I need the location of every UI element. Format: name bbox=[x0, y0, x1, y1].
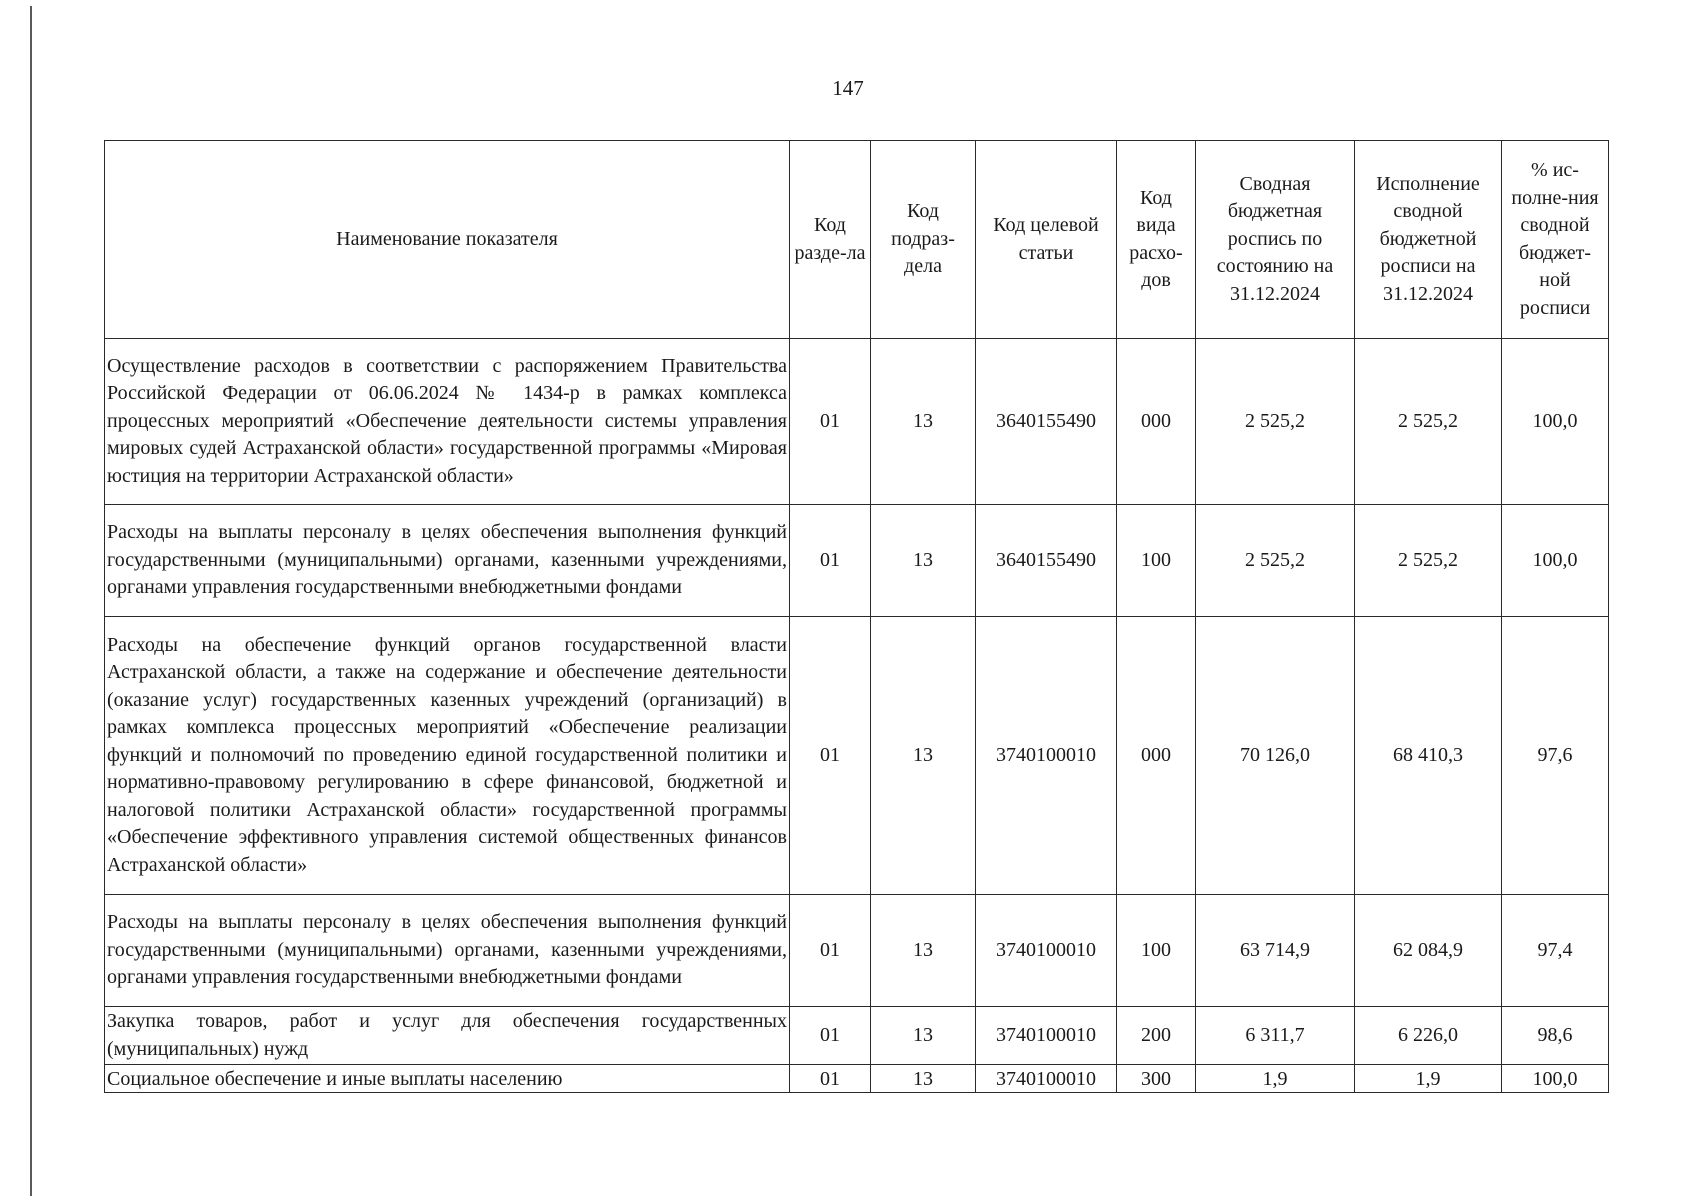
header-execution-percent: % ис-полне-ния сводной бюджет-ной росписи bbox=[1502, 141, 1609, 339]
row-budget-execution: 68 410,3 bbox=[1355, 617, 1502, 895]
header-section-code: Код разде-ла bbox=[790, 141, 871, 339]
row-budget-execution: 2 525,2 bbox=[1355, 339, 1502, 505]
row-budget-execution: 2 525,2 bbox=[1355, 505, 1502, 617]
row-expense-type-code: 100 bbox=[1117, 505, 1196, 617]
row-name: Расходы на выплаты персоналу в целях обеспечения выполнения функций государственными (муниципальными) органами, казенными учреждениями, органами управления государственными внебюджетными фондами bbox=[105, 895, 790, 1007]
row-subsection-code: 13 bbox=[871, 339, 976, 505]
row-name: Социальное обеспечение и иные выплаты населению bbox=[105, 1065, 790, 1093]
row-budget-plan: 2 525,2 bbox=[1196, 505, 1355, 617]
row-section-code: 01 bbox=[790, 1007, 871, 1065]
row-expense-type-code: 100 bbox=[1117, 895, 1196, 1007]
row-name: Расходы на выплаты персоналу в целях обеспечения выполнения функций государственными (муниципальными) органами, казенными учреждениями, органами управления государственными внебюджетными фондами bbox=[105, 505, 790, 617]
row-target-code: 3640155490 bbox=[976, 339, 1117, 505]
row-target-code: 3740100010 bbox=[976, 1065, 1117, 1093]
row-target-code: 3740100010 bbox=[976, 895, 1117, 1007]
row-expense-type-code: 200 bbox=[1117, 1007, 1196, 1065]
row-section-code: 01 bbox=[790, 617, 871, 895]
row-execution-percent: 97,4 bbox=[1502, 895, 1609, 1007]
row-name: Расходы на обеспечение функций органов государственной власти Астраханской области, а также на содержание и обеспечение деятельности (оказание услуг) государственных казенных учреждений (организаций) в рамках комплекса процессных мероприятий «Обеспечение реализации функций и полномочий по проведению единой государственной политики и нормативно-правовому регулированию в сфере финансовой, бюджетной и налоговой политики Астраханской области» государственной программы «Обеспечение эффективного управления системой общественных финансов Астраханской области» bbox=[105, 617, 790, 895]
row-subsection-code: 13 bbox=[871, 617, 976, 895]
row-budget-plan: 2 525,2 bbox=[1196, 339, 1355, 505]
header-name: Наименование показателя bbox=[105, 141, 790, 339]
header-expense-type-code: Код вида расхо-дов bbox=[1117, 141, 1196, 339]
row-target-code: 3740100010 bbox=[976, 1007, 1117, 1065]
table-row bbox=[105, 617, 1609, 895]
table-row bbox=[105, 1007, 1609, 1065]
row-budget-execution: 62 084,9 bbox=[1355, 895, 1502, 1007]
row-budget-execution: 1,9 bbox=[1355, 1065, 1502, 1093]
row-execution-percent: 100,0 bbox=[1502, 339, 1609, 505]
row-name: Осуществление расходов в соответствии с распоряжением Правительства Российской Федерации от 06.06.2024 № 1434-р в рамках комплекса процессных мероприятий «Обеспечение деятельности системы управления мировых судей Астраханской области» государственной программы «Мировая юстиция на территории Астраханской области» bbox=[105, 339, 790, 505]
row-expense-type-code: 000 bbox=[1117, 339, 1196, 505]
row-execution-percent: 100,0 bbox=[1502, 1065, 1609, 1093]
page-margin-rule bbox=[30, 6, 32, 1196]
row-expense-type-code: 300 bbox=[1117, 1065, 1196, 1093]
page-number: 147 bbox=[832, 76, 864, 100]
table-row bbox=[105, 339, 1609, 505]
budget-execution-table bbox=[104, 140, 1609, 1093]
row-subsection-code: 13 bbox=[871, 895, 976, 1007]
row-target-code: 3640155490 bbox=[976, 505, 1117, 617]
row-expense-type-code: 000 bbox=[1117, 617, 1196, 895]
table-row bbox=[105, 505, 1609, 617]
row-subsection-code: 13 bbox=[871, 1007, 976, 1065]
row-subsection-code: 13 bbox=[871, 1065, 976, 1093]
header-subsection-code: Код подраз-дела bbox=[871, 141, 976, 339]
row-section-code: 01 bbox=[790, 339, 871, 505]
row-target-code: 3740100010 bbox=[976, 617, 1117, 895]
row-name: Закупка товаров, работ и услуг для обеспечения государственных (муниципальных) нужд bbox=[105, 1007, 790, 1065]
row-budget-plan: 70 126,0 bbox=[1196, 617, 1355, 895]
table-row bbox=[105, 895, 1609, 1007]
row-budget-plan: 1,9 bbox=[1196, 1065, 1355, 1093]
row-budget-execution: 6 226,0 bbox=[1355, 1007, 1502, 1065]
header-budget-plan: Сводная бюджетная роспись по состоянию на 31.12.2024 bbox=[1196, 141, 1355, 339]
row-execution-percent: 97,6 bbox=[1502, 617, 1609, 895]
header-budget-execution: Исполнение сводной бюджетной росписи на 31.12.2024 bbox=[1355, 141, 1502, 339]
table-header-row bbox=[105, 141, 1609, 339]
row-budget-plan: 6 311,7 bbox=[1196, 1007, 1355, 1065]
row-execution-percent: 100,0 bbox=[1502, 505, 1609, 617]
row-budget-plan: 63 714,9 bbox=[1196, 895, 1355, 1007]
row-subsection-code: 13 bbox=[871, 505, 976, 617]
row-execution-percent: 98,6 bbox=[1502, 1007, 1609, 1065]
header-target-code: Код целевой статьи bbox=[976, 141, 1117, 339]
row-section-code: 01 bbox=[790, 505, 871, 617]
row-section-code: 01 bbox=[790, 1065, 871, 1093]
row-section-code: 01 bbox=[790, 895, 871, 1007]
table-row bbox=[105, 1065, 1609, 1093]
